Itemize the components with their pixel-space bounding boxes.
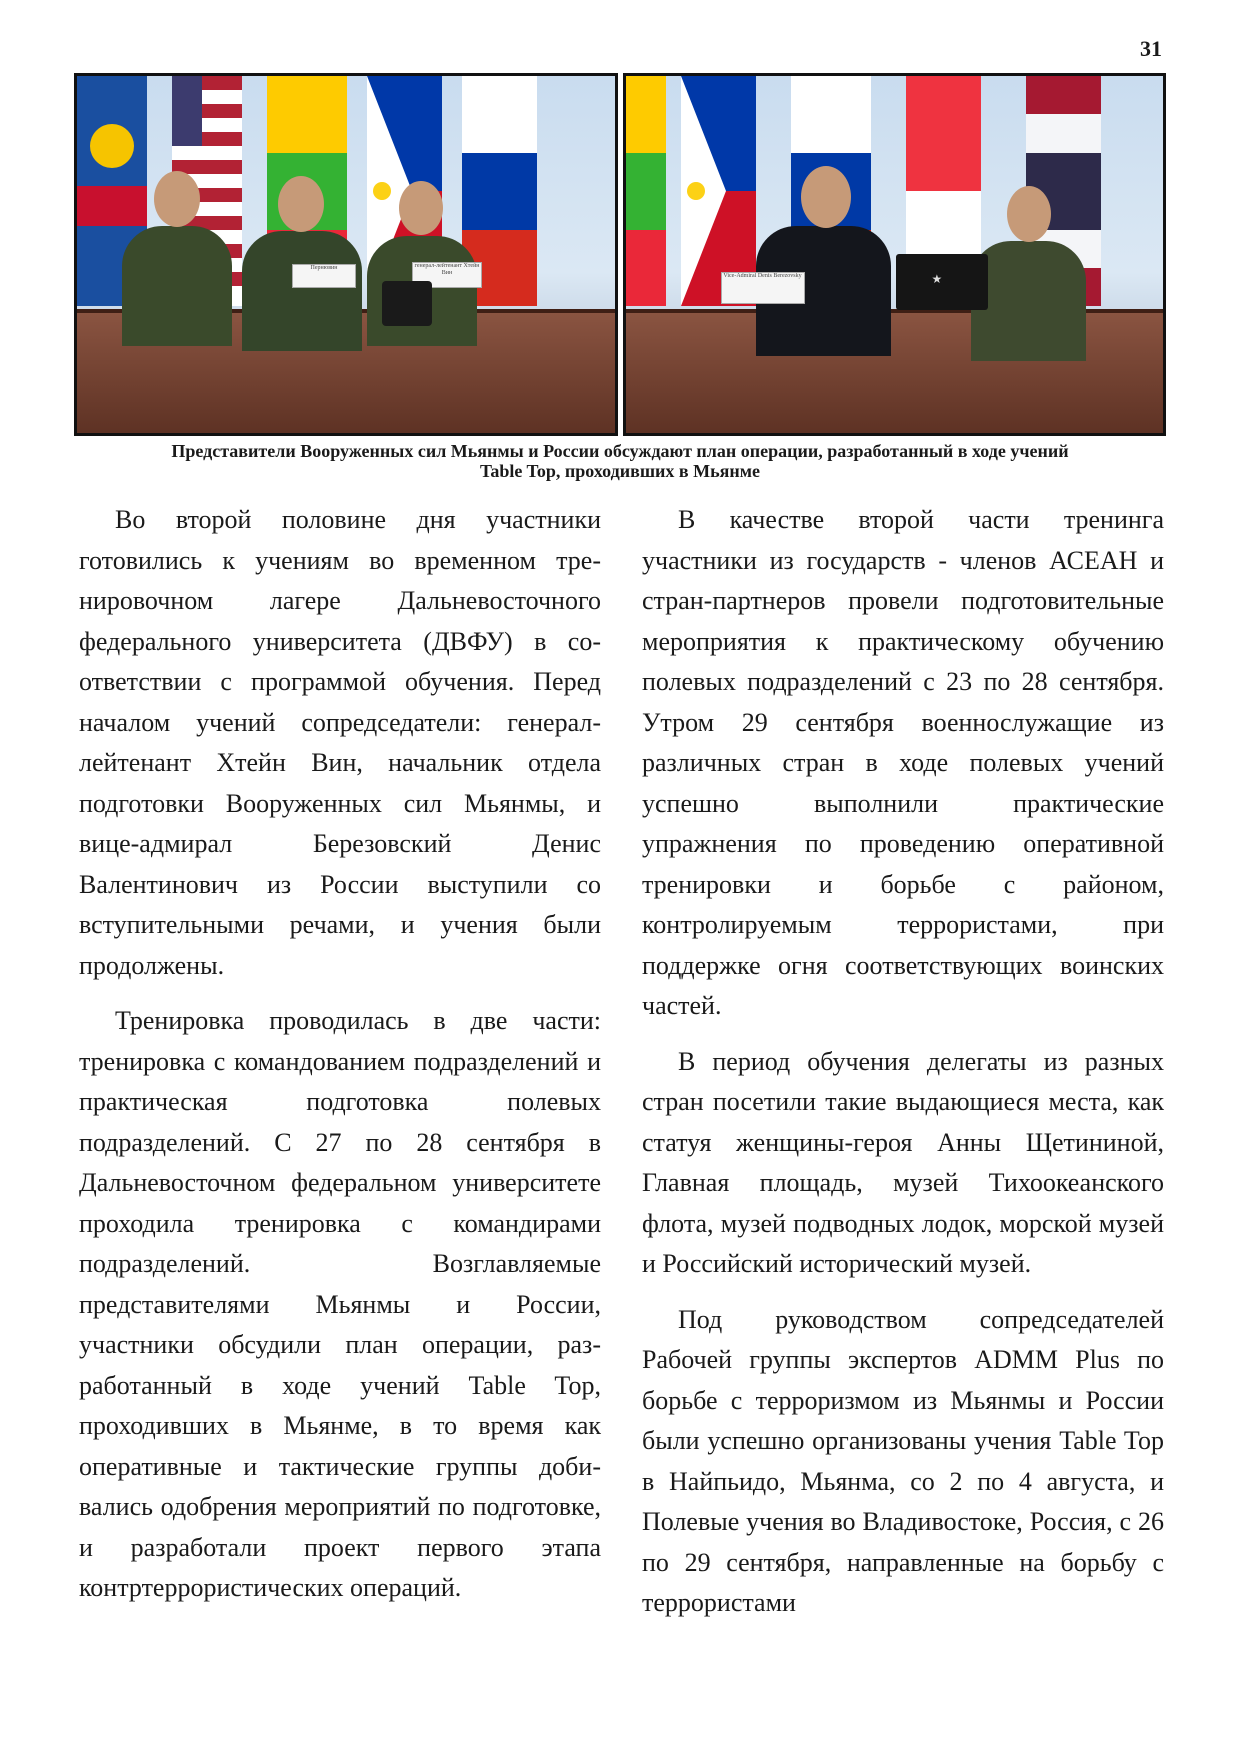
- photo-row: [74, 73, 1166, 436]
- photo-caption: [74, 441, 1166, 481]
- photo-russian-delegation: [623, 73, 1167, 436]
- paragraph: Под руководством сопредседателей Рабочей группы экспертов ADMM Plus по борьбе с терроризмом из Мьянмы и России были успешно организованы учения Table Top в Найпьидо, Мьянма, со 2 по 4 августа, и Полевые учения во Владивостоке, Россия, с 26 по 29 сентября, направленные на борьбу с террористами: [642, 1304, 1164, 1617]
- caption-line-1: Представители Вооруженных сил Мьянмы и России обсуждают план операции, разработанный в ходе учений: [171, 441, 1069, 461]
- speaker-box: [382, 281, 432, 326]
- myanmar-flag-partial: [626, 76, 666, 306]
- laptop: [896, 254, 988, 310]
- paragraph: В период обучения делегаты из разных стран посетили такие выдающиеся места, как статуя женщины-героя Анны Щетининой, Главная площадь, музей Тихоокеанского флота, музей подводных лодок, морской музей и Российский исторический музей.: [642, 1046, 1164, 1278]
- paragraph: Во второй половине дня участники готовились к учениям во временном тренировочном лагере Дальневосточного федерального университета (ДВФУ) в соответствии с программой обучения. Перед началом учений сопредседатели: генерал-лейтенант Хтейн Вин, начальник отдела подготовки Вооруженных сил Мьянмы, и вице-адмирал Березовский Денис Валентинович из России выступили со вступительными речами, и учения были продолжены.: [79, 505, 601, 980]
- nameplate-1: Пернювин: [292, 264, 356, 288]
- nameplate-2: генерал-лейтенант Хтейн Вин: [412, 262, 482, 288]
- photo-myanmar-delegation: [74, 73, 618, 436]
- page-number: 31: [1140, 36, 1162, 61]
- paragraph: В качестве второй части тренинга участники из государств - членов АСЕАН и стран-партнеров провели подготовительные мероприятия к практическому обучению полевых подразделений с 23 по 28 сентября. Утром 29 сентября военнослужащие из различных стран в ходе полевых учений успешно выполнили практические упражнения по проведению оперативной тренировки и борьбе с районом, контролируемым террористами, при поддержке огня соответствующих воинских частей.: [642, 505, 1164, 1020]
- caption-line-2: Table Top, проходивших в Мьянме: [480, 461, 760, 481]
- left-column: [79, 500, 601, 1624]
- star-icon: ★: [931, 272, 943, 286]
- nameplate-vice-admiral: Vice-Admiral Denis Berezovsky: [721, 272, 805, 304]
- right-column: [642, 500, 1164, 1639]
- paragraph: Тренировка проводилась в две части: тренировка с командованием подразделений и практическая подготовка полевых подразделений. С 27 по 28 сентября в Дальневосточном федеральном университете проходила тренировка с командирами подразделений. Возглавляемые представителями Мьянмы и России, участники обсудили план операции, разработанный в ходе учений Table Top, проходивших в Мьянме, в то время как оперативные и тактические группы добивались одобрения мероприятий по подготовке, и разработали проект первого этапа контртеррористических операций.: [79, 1006, 601, 1602]
